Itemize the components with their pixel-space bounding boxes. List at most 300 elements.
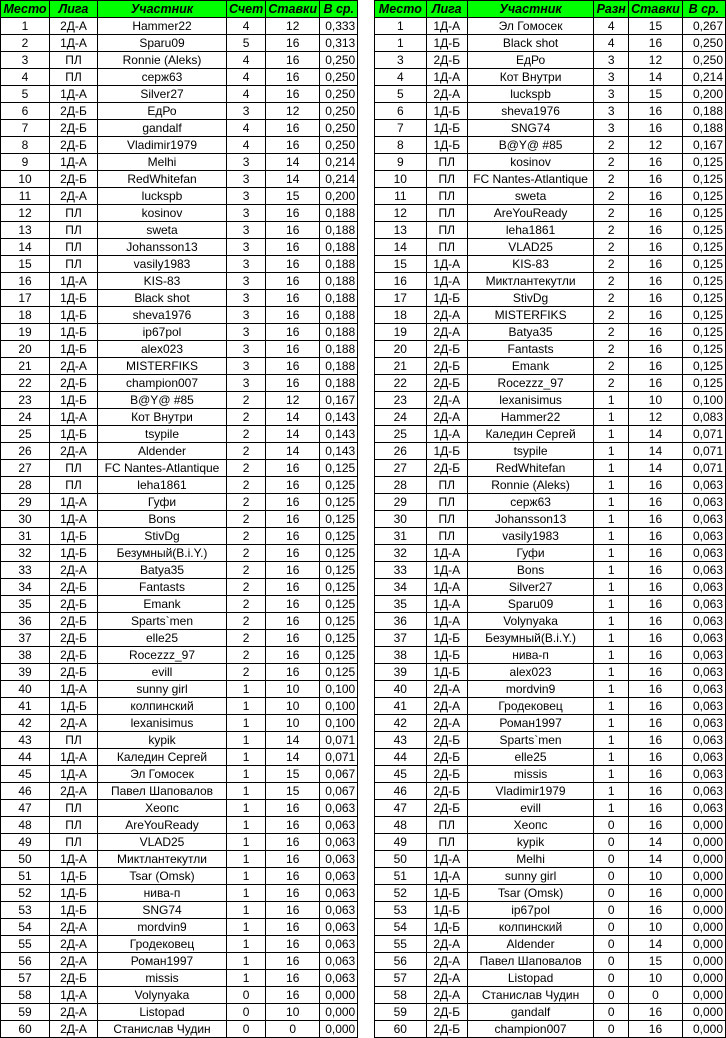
value-cell: 2 [594,154,629,171]
table-row [375,545,726,562]
bets-cell: 16 [266,596,320,613]
place-cell: 60 [375,1021,427,1038]
header-place: Место [375,1,427,18]
table-row [375,953,726,970]
bets-cell: 15 [629,86,683,103]
table-row [375,817,726,834]
table-row [375,409,726,426]
league-cell: ПЛ [50,205,98,222]
bets-cell: 14 [629,460,683,477]
participant-cell: sweta [98,222,227,239]
league-cell: 1Д-А [50,766,98,783]
place-cell: 19 [375,324,427,341]
average-cell: 0,125 [682,171,725,188]
value-cell: 0 [594,987,629,1004]
table-row [375,307,726,324]
participant-cell: Emank [467,358,593,375]
bets-cell: 16 [629,732,683,749]
bets-cell: 16 [266,511,320,528]
league-cell: 1Д-Б [426,103,467,120]
participant-cell: lexanisimus [467,392,593,409]
average-cell: 0,000 [682,919,725,936]
bets-cell: 14 [629,443,683,460]
value-cell: 2 [594,324,629,341]
participant-cell: kosinov [467,154,593,171]
bets-cell: 15 [629,953,683,970]
participant-cell: MISTERFIKS [98,358,227,375]
average-cell: 0,063 [320,970,358,987]
participant-cell: Volynyaka [467,613,593,630]
average-cell: 0,063 [320,953,358,970]
league-cell: 1Д-Б [50,885,98,902]
value-cell: 3 [227,154,266,171]
league-cell: ПЛ [50,800,98,817]
value-cell: 0 [594,834,629,851]
bets-cell: 14 [266,171,320,188]
value-cell: 1 [227,749,266,766]
bets-cell: 16 [266,256,320,273]
league-cell: ПЛ [426,154,467,171]
place-cell: 25 [1,426,50,443]
participant-cell: Johansson13 [98,239,227,256]
league-cell: 2Д-Б [426,800,467,817]
average-cell: 0,100 [320,715,358,732]
table-row [375,766,726,783]
average-cell: 0,125 [320,596,358,613]
table-row [375,902,726,919]
bets-cell: 14 [629,936,683,953]
league-cell: 2Д-А [50,953,98,970]
participant-cell: нива-п [467,647,593,664]
value-cell: 1 [594,596,629,613]
league-cell: 2Д-Б [50,137,98,154]
table-row [375,647,726,664]
bets-cell: 16 [266,528,320,545]
value-cell: 1 [594,664,629,681]
participant-cell: Hammer22 [467,409,593,426]
league-cell: 1Д-Б [426,137,467,154]
participant-cell: sunny girl [467,868,593,885]
league-cell: 1Д-Б [426,664,467,681]
league-cell: 2Д-А [50,715,98,732]
average-cell: 0,000 [682,834,725,851]
place-cell: 5 [1,86,50,103]
league-cell: 2Д-Б [426,749,467,766]
place-cell: 35 [375,596,427,613]
table-row [1,120,358,137]
value-cell: 2 [594,375,629,392]
bets-cell: 16 [629,511,683,528]
bets-cell: 16 [266,817,320,834]
league-cell: ПЛ [426,205,467,222]
league-cell: 2Д-А [426,392,467,409]
league-cell: ПЛ [50,239,98,256]
average-cell: 0,000 [682,868,725,885]
place-cell: 23 [375,392,427,409]
header-bets: Ставки [266,1,320,18]
average-cell: 0,125 [320,613,358,630]
participant-cell: Silver27 [98,86,227,103]
place-cell: 36 [1,613,50,630]
participant-cell: Sparts`men [467,732,593,749]
table-row [375,137,726,154]
value-cell: 1 [594,562,629,579]
league-cell: 1Д-А [50,494,98,511]
league-cell: 2Д-А [426,987,467,1004]
bets-cell: 14 [266,154,320,171]
value-cell: 1 [227,698,266,715]
participant-cell: kosinov [98,205,227,222]
average-cell: 0,125 [320,664,358,681]
league-cell: 1Д-Б [426,120,467,137]
value-cell: 3 [227,375,266,392]
league-cell: 2Д-А [50,562,98,579]
place-cell: 35 [1,596,50,613]
place-cell: 12 [375,205,427,222]
league-cell: 1Д-Б [50,902,98,919]
league-cell: 2Д-А [426,953,467,970]
value-cell: 2 [227,443,266,460]
value-cell: 2 [227,613,266,630]
value-cell: 2 [227,460,266,477]
place-cell: 37 [1,630,50,647]
participant-cell: AreYouReady [467,205,593,222]
place-cell: 44 [375,749,427,766]
participant-cell: gandalf [98,120,227,137]
average-cell: 0,067 [320,766,358,783]
bets-cell: 16 [266,273,320,290]
value-cell: 0 [227,1004,266,1021]
bets-cell: 16 [266,69,320,86]
place-cell: 1 [375,35,427,52]
bets-cell: 16 [629,171,683,188]
value-cell: 0 [594,936,629,953]
table-row [1,188,358,205]
average-cell: 0,250 [320,86,358,103]
place-cell: 50 [375,851,427,868]
participant-cell: vasily1983 [467,528,593,545]
average-cell: 0,188 [682,120,725,137]
value-cell: 1 [594,579,629,596]
league-cell: 2Д-А [50,783,98,800]
value-cell: 1 [227,715,266,732]
place-cell: 39 [375,664,427,681]
place-cell: 34 [1,579,50,596]
place-cell: 3 [375,52,427,69]
bets-cell: 16 [266,664,320,681]
place-cell: 46 [375,783,427,800]
value-cell: 3 [227,171,266,188]
place-cell: 50 [1,851,50,868]
participant-cell: Роман1997 [98,953,227,970]
place-cell: 41 [375,698,427,715]
league-cell: 1Д-Б [426,647,467,664]
table-row [1,426,358,443]
table-row [1,103,358,120]
table-row [1,902,358,919]
table-row [375,52,726,69]
league-cell: 2Д-А [50,919,98,936]
participant-cell: evill [467,800,593,817]
table-row [375,783,726,800]
place-cell: 9 [1,154,50,171]
value-cell: 3 [594,52,629,69]
table-row [1,443,358,460]
table-row [375,324,726,341]
value-cell: 2 [227,392,266,409]
average-cell: 0,250 [320,69,358,86]
place-cell: 33 [375,562,427,579]
value-cell: 0 [594,919,629,936]
league-cell: 2Д-Б [50,647,98,664]
bets-cell: 12 [629,52,683,69]
participant-cell: Миктлантекутли [467,273,593,290]
table-row [375,936,726,953]
table-row [1,1004,358,1021]
table-row [1,562,358,579]
value-cell: 3 [227,188,266,205]
value-cell: 4 [594,18,629,35]
table-row [1,18,358,35]
bets-cell: 16 [629,205,683,222]
place-cell: 7 [375,120,427,137]
average-cell: 0,250 [320,120,358,137]
league-cell: ПЛ [50,477,98,494]
league-cell: ПЛ [426,494,467,511]
place-cell: 46 [1,783,50,800]
participant-cell: Гродековец [98,936,227,953]
participant-cell: sheva1976 [98,307,227,324]
average-cell: 0,063 [682,511,725,528]
place-cell: 42 [375,715,427,732]
place-cell: 47 [375,800,427,817]
place-cell: 16 [375,273,427,290]
bets-cell: 16 [266,120,320,137]
value-cell: 2 [227,494,266,511]
participant-cell: tsypile [467,443,593,460]
value-cell: 0 [594,885,629,902]
league-cell: 2Д-Б [426,460,467,477]
place-cell: 1 [1,18,50,35]
place-cell: 24 [375,409,427,426]
average-cell: 0,063 [320,868,358,885]
league-cell: 1Д-А [426,256,467,273]
average-cell: 0,125 [320,630,358,647]
place-cell: 29 [1,494,50,511]
bets-cell: 16 [629,596,683,613]
place-cell: 52 [375,885,427,902]
league-cell: 2Д-А [50,188,98,205]
participant-cell: KIS-83 [467,256,593,273]
bets-cell: 16 [629,647,683,664]
table-row [1,596,358,613]
table-row [1,1021,358,1038]
bets-cell: 16 [629,273,683,290]
place-cell: 20 [1,341,50,358]
average-cell: 0,063 [320,902,358,919]
league-cell: ПЛ [50,460,98,477]
league-cell: ПЛ [50,222,98,239]
league-cell: ПЛ [426,239,467,256]
value-cell: 1 [594,698,629,715]
league-cell: 1Д-Б [426,35,467,52]
value-cell: 2 [594,171,629,188]
table-row [1,273,358,290]
participant-cell: FC Nantes-Atlantique [98,460,227,477]
place-cell: 43 [375,732,427,749]
average-cell: 0,063 [682,545,725,562]
bets-cell: 16 [266,613,320,630]
place-cell: 31 [1,528,50,545]
average-cell: 0,063 [682,783,725,800]
bets-cell: 16 [629,885,683,902]
average-cell: 0,063 [682,613,725,630]
value-cell: 4 [227,18,266,35]
average-cell: 0,071 [320,732,358,749]
value-cell: 1 [227,834,266,851]
table-row [375,341,726,358]
average-cell: 0,000 [682,987,725,1004]
table-row [1,630,358,647]
place-cell: 52 [1,885,50,902]
bets-cell: 16 [629,307,683,324]
bets-cell: 10 [629,868,683,885]
participant-cell: Миктлантекутли [98,851,227,868]
table-row [375,273,726,290]
participant-cell: kypik [467,834,593,851]
bets-cell: 16 [266,324,320,341]
place-cell: 11 [375,188,427,205]
average-cell: 0,125 [320,528,358,545]
league-cell: 1Д-А [426,273,467,290]
bets-cell: 16 [629,256,683,273]
bets-cell: 16 [629,35,683,52]
value-cell: 1 [227,851,266,868]
header-row [1,1,358,18]
average-cell: 0,250 [682,35,725,52]
average-cell: 0,000 [320,987,358,1004]
table-row [1,171,358,188]
participant-cell: Johansson13 [467,511,593,528]
value-cell: 1 [227,919,266,936]
place-cell: 33 [1,562,50,579]
place-cell: 15 [375,256,427,273]
value-cell: 1 [227,783,266,800]
participant-cell: evill [98,664,227,681]
average-cell: 0,063 [682,562,725,579]
place-cell: 48 [1,817,50,834]
participant-cell: Tsar (Omsk) [98,868,227,885]
average-cell: 0,000 [682,1004,725,1021]
participant-cell: ЕдРо [98,103,227,120]
value-cell: 2 [594,273,629,290]
bets-cell: 16 [629,528,683,545]
table-row [1,494,358,511]
place-cell: 13 [375,222,427,239]
header-difference: Разн [594,1,629,18]
participant-cell: sheva1976 [467,103,593,120]
place-cell: 51 [1,868,50,885]
league-cell: 2Д-Б [50,171,98,188]
participant-cell: VLAD25 [98,834,227,851]
participant-cell: Black shot [98,290,227,307]
value-cell: 1 [227,681,266,698]
table-row [1,919,358,936]
place-cell: 58 [1,987,50,1004]
average-cell: 0,000 [682,970,725,987]
average-cell: 0,063 [682,596,725,613]
average-cell: 0,200 [682,86,725,103]
average-cell: 0,125 [682,341,725,358]
bets-cell: 16 [629,290,683,307]
participant-cell: sweta [467,188,593,205]
average-cell: 0,100 [320,681,358,698]
league-cell: 1Д-А [50,154,98,171]
participant-cell: Эл Гомосек [98,766,227,783]
league-cell: 1Д-А [50,273,98,290]
league-cell: 2Д-А [50,358,98,375]
place-cell: 49 [1,834,50,851]
bets-cell: 16 [266,647,320,664]
place-cell: 54 [375,919,427,936]
bets-cell: 16 [629,715,683,732]
value-cell: 0 [594,953,629,970]
place-cell: 30 [375,511,427,528]
value-cell: 3 [227,324,266,341]
average-cell: 0,125 [682,239,725,256]
bets-cell: 16 [266,460,320,477]
value-cell: 0 [594,1004,629,1021]
participant-cell: missis [98,970,227,987]
value-cell: 1 [594,749,629,766]
place-cell: 19 [1,324,50,341]
participant-cell: champion007 [467,1021,593,1038]
average-cell: 0,063 [320,817,358,834]
table-row [1,324,358,341]
place-cell: 20 [375,341,427,358]
participant-cell: mordvin9 [467,681,593,698]
table-row [375,426,726,443]
place-cell: 22 [375,375,427,392]
participant-cell: FC Nantes-Atlantique [467,171,593,188]
league-cell: 2Д-А [426,681,467,698]
value-cell: 4 [227,69,266,86]
league-cell: 2Д-Б [426,1004,467,1021]
participant-cell: Sparu09 [467,596,593,613]
league-cell: 1Д-Б [426,630,467,647]
participant-cell: Vladimir1979 [467,783,593,800]
place-cell: 53 [1,902,50,919]
value-cell: 0 [227,987,266,1004]
bets-cell: 16 [629,817,683,834]
league-cell: 2Д-А [50,443,98,460]
league-cell: 2Д-Б [50,664,98,681]
table-row [375,851,726,868]
table-row [1,851,358,868]
league-cell: 1Д-Б [50,392,98,409]
place-cell: 8 [1,137,50,154]
participant-cell: Павел Шаповалов [98,783,227,800]
table-row [1,970,358,987]
table-row [375,562,726,579]
participant-cell: Aldender [98,443,227,460]
place-cell: 17 [1,290,50,307]
participant-cell: kypik [98,732,227,749]
value-cell: 1 [227,732,266,749]
place-cell: 26 [1,443,50,460]
bets-cell: 16 [629,1004,683,1021]
bets-cell: 16 [266,358,320,375]
